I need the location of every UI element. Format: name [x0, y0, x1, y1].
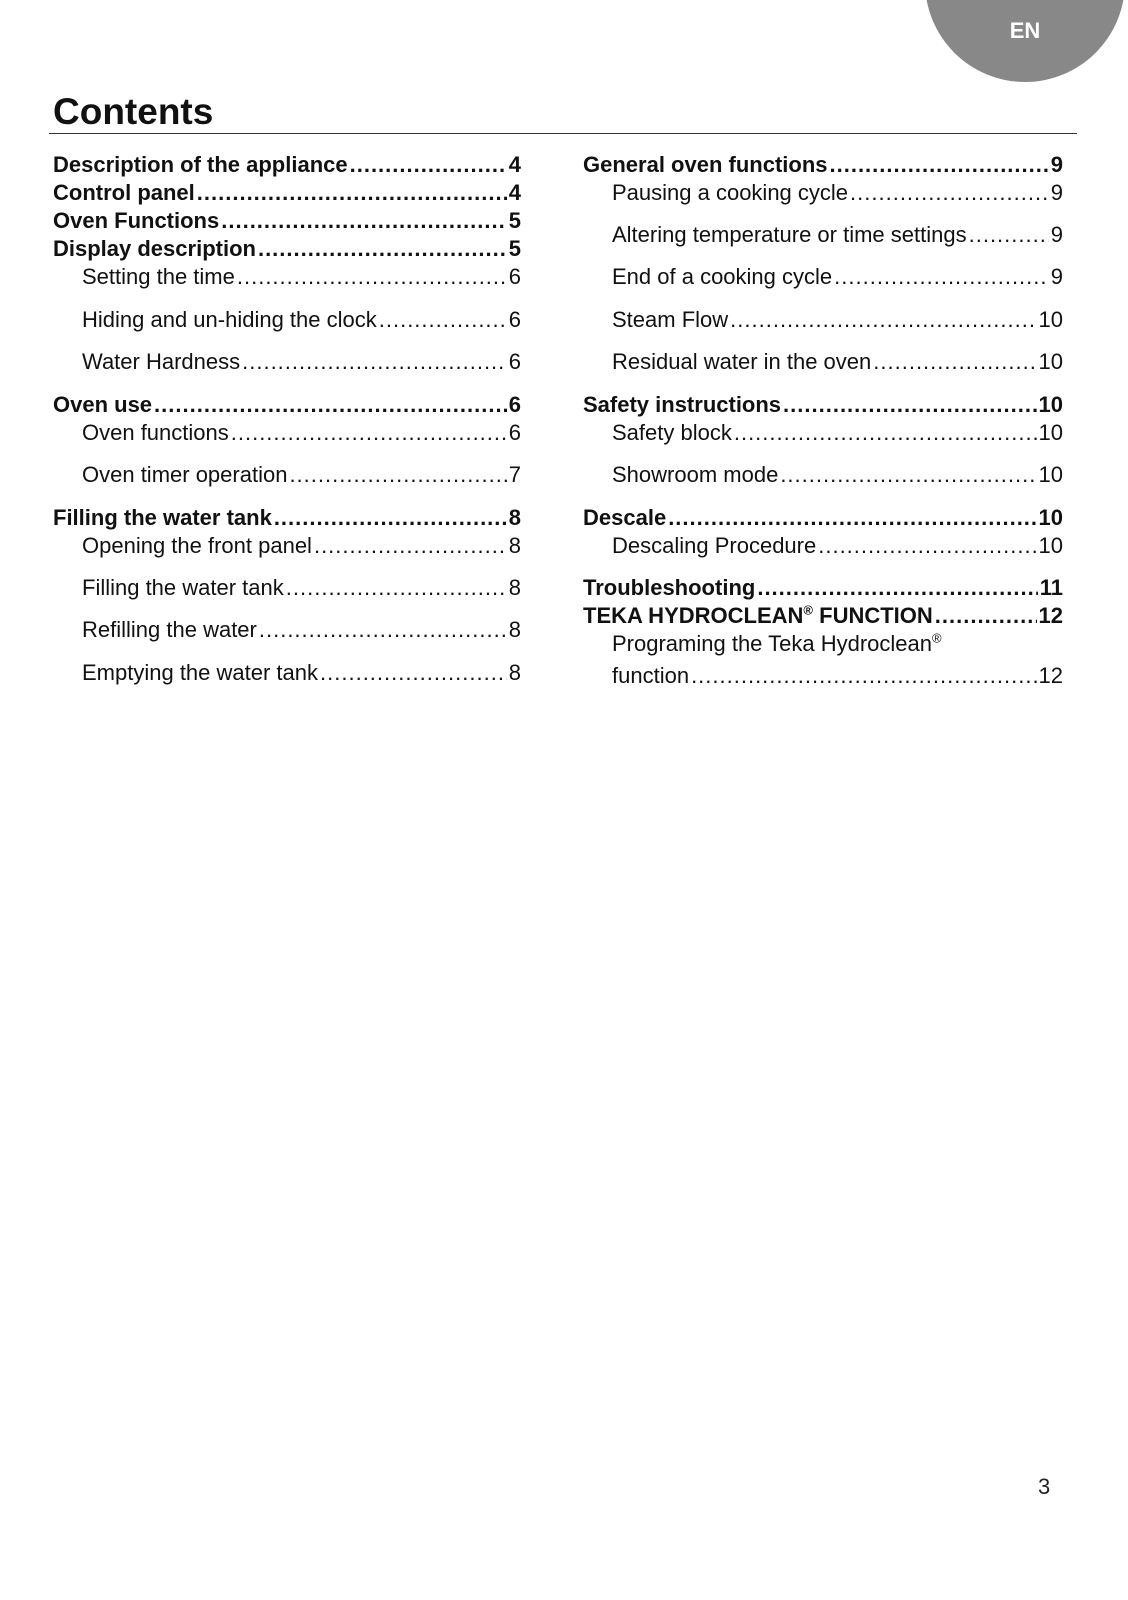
toc-entry[interactable] [53, 179, 521, 207]
dot-leader [350, 151, 507, 179]
toc-entry[interactable] [583, 630, 1063, 658]
dot-leader [830, 151, 1049, 179]
toc-entry-title: Hiding and un-hiding the clock [82, 307, 377, 332]
toc-entry-title: Descale [583, 505, 667, 530]
page-title: Contents [53, 91, 214, 132]
toc-entry[interactable] [53, 419, 521, 447]
toc-entry[interactable] [583, 419, 1063, 447]
registered-mark: ® [803, 602, 814, 618]
toc-page-number: 4 [508, 180, 521, 205]
toc-entry-continuation[interactable] [583, 662, 1063, 690]
dot-leader [231, 419, 507, 447]
toc-entry[interactable] [53, 263, 521, 291]
toc-entry[interactable] [53, 391, 521, 419]
toc-entry[interactable] [53, 504, 521, 532]
dot-leader [221, 207, 507, 235]
toc-entry-title: Opening the front panel [82, 533, 312, 558]
toc-page-number: 12 [1038, 663, 1063, 688]
toc-entry[interactable] [583, 179, 1063, 207]
toc-entry-title: Water Hardness [82, 349, 241, 374]
dot-leader [197, 179, 507, 207]
dot-leader [730, 306, 1036, 334]
toc-page-number: 10 [1038, 505, 1063, 530]
toc-entry-title: Troubleshooting [583, 575, 756, 600]
toc-page-number: 6 [508, 264, 521, 289]
toc-entry[interactable] [53, 574, 521, 602]
toc-entry-title: Emptying the water tank [82, 660, 319, 685]
toc-entry-title: Control panel [53, 180, 195, 205]
toc-entry[interactable] [53, 151, 521, 179]
toc-entry-title: Oven use [53, 392, 153, 417]
toc-entry[interactable] [583, 151, 1063, 179]
dot-leader [668, 504, 1036, 532]
toc-page-number: 9 [1050, 180, 1063, 205]
toc-entry[interactable] [53, 235, 521, 263]
dot-leader [320, 659, 507, 687]
registered-mark: ® [932, 630, 942, 646]
dot-leader [873, 348, 1036, 376]
title-divider [49, 133, 1077, 134]
dot-leader [154, 391, 507, 419]
dot-leader [818, 532, 1036, 560]
toc-page-number: 5 [508, 208, 521, 233]
toc-entry[interactable] [53, 461, 521, 489]
toc-entry[interactable] [53, 348, 521, 376]
dot-leader [314, 532, 507, 560]
dot-leader [242, 348, 507, 376]
dot-leader [274, 504, 507, 532]
dot-leader [783, 391, 1036, 419]
toc-entry-title: Oven functions [82, 420, 229, 445]
dot-leader [691, 662, 1036, 690]
toc-page-number: 6 [508, 420, 521, 445]
toc-entry[interactable] [583, 221, 1063, 249]
toc-page-number: 8 [508, 617, 521, 642]
toc-page-number: 11 [1039, 575, 1063, 600]
toc-entry[interactable] [53, 532, 521, 560]
toc-entry-title: Pausing a cooking cycle [612, 180, 849, 205]
toc-page-number: 10 [1038, 533, 1063, 558]
toc-entry-title: Safety block [612, 420, 732, 445]
toc-page-number: 10 [1038, 462, 1063, 487]
toc-page-number: 8 [508, 533, 521, 558]
dot-leader [259, 616, 507, 644]
toc-page-number: 9 [1050, 222, 1063, 247]
dot-leader [834, 263, 1049, 291]
dot-leader [780, 461, 1036, 489]
toc-entry[interactable] [53, 306, 521, 334]
toc-page-number: 8 [508, 660, 521, 685]
dot-leader [935, 602, 1037, 630]
dot-leader [850, 179, 1049, 207]
toc-page-number: 6 [508, 307, 521, 332]
toc-entry-title: End of a cooking cycle [612, 264, 833, 289]
toc-page-number: 4 [508, 152, 521, 177]
toc-entry-title: Filling the water tank [53, 505, 272, 530]
toc-entry[interactable] [583, 306, 1063, 334]
toc-entry[interactable] [583, 348, 1063, 376]
toc-page-number: 7 [508, 462, 521, 487]
toc-page-number: 8 [508, 575, 521, 600]
toc-entry-title: TEKA HYDROCLEAN® FUNCTION [583, 602, 933, 628]
toc-page-number: 10 [1038, 392, 1063, 417]
toc-page-number: 6 [508, 392, 521, 417]
toc-entry-title: Description of the appliance [53, 152, 348, 177]
dot-leader [757, 574, 1037, 602]
toc-entry[interactable] [583, 263, 1063, 291]
toc-page-number: 10 [1038, 349, 1063, 374]
toc-entry-title: General oven functions [583, 152, 828, 177]
dot-leader [379, 306, 507, 334]
toc-page-number: 12 [1038, 603, 1063, 628]
dot-leader [734, 419, 1037, 447]
toc-entry[interactable] [583, 461, 1063, 489]
toc-entry-title: Steam Flow [612, 307, 729, 332]
dot-leader [258, 235, 507, 263]
toc-entry-title: Refilling the water [82, 617, 257, 642]
toc-page-number: 9 [1050, 152, 1063, 177]
toc-entry-title: Showroom mode [612, 462, 779, 487]
toc-entry-title: Programing the Teka Hydroclean® [612, 630, 942, 656]
language-label: EN [1009, 18, 1041, 43]
toc-entry[interactable] [53, 659, 521, 687]
toc-entry-title: Safety instructions [583, 392, 782, 417]
toc-entry[interactable] [583, 602, 1063, 630]
dot-leader [237, 263, 507, 291]
toc-entry[interactable] [583, 391, 1063, 419]
toc-entry[interactable] [53, 207, 521, 235]
toc-entry-title: Altering temperature or time settings [612, 222, 967, 247]
page-number: 3 [1038, 1474, 1051, 1499]
toc-entry-title: Oven timer operation [82, 462, 288, 487]
toc-entry[interactable] [53, 616, 521, 644]
dot-leader [969, 221, 1049, 249]
toc-entry-title: Setting the time [82, 264, 235, 289]
toc-entry[interactable] [583, 532, 1063, 560]
toc-entry-title: Display description [53, 236, 256, 261]
dot-leader [289, 461, 506, 489]
toc-entry[interactable] [583, 574, 1063, 602]
toc-page-number: 10 [1038, 307, 1063, 332]
toc-page-number: 9 [1050, 264, 1063, 289]
toc-entry-title: Residual water in the oven [612, 349, 872, 374]
toc-page-number: 6 [508, 349, 521, 374]
dot-leader [286, 574, 507, 602]
toc-entry[interactable] [583, 504, 1063, 532]
toc-page-number: 5 [508, 236, 521, 261]
toc-entry-title: Oven Functions [53, 208, 220, 233]
toc-entry-title-continued: function [612, 663, 690, 688]
toc-page-number: 10 [1038, 420, 1063, 445]
toc-entry-title: Descaling Procedure [612, 533, 817, 558]
toc-entry-title: Filling the water tank [82, 575, 284, 600]
toc-page-number: 8 [508, 505, 521, 530]
